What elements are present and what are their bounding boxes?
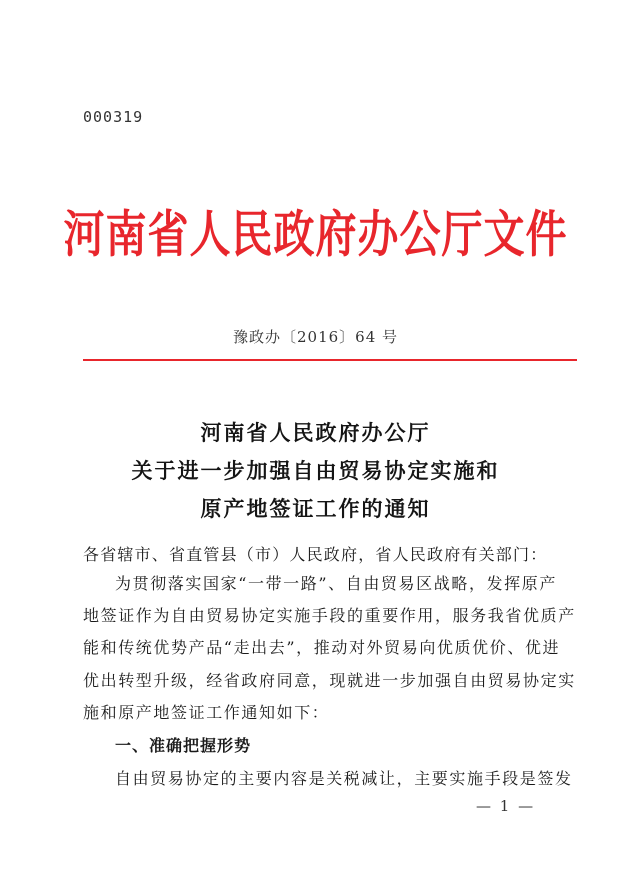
paragraph-1-line-5: 施和原产地签证工作通知如下： xyxy=(83,703,330,722)
paragraph-1-line-2: 地签证作为自由贸易协定实施手段的重要作用，服务我省优质产 xyxy=(83,606,576,625)
document-title xyxy=(0,414,631,528)
document-serial-number: 000319 xyxy=(83,108,144,126)
paragraph-1-line-3: 能和传统优势产品“走出去”，推动对外贸易向优质优价、优进 xyxy=(83,638,561,657)
paragraph-1-line-4: 优出转型升级，经省政府同意，现就进一步加强自由贸易协定实 xyxy=(83,671,576,690)
addressee: 各省辖市、省直管县（市）人民政府，省人民政府有关部门： xyxy=(83,545,548,564)
paragraph-2-line-1: 自由贸易协定的主要内容是关税减让，主要实施手段是签发 xyxy=(115,769,573,788)
paragraph-1-line-1: 为贯彻落实国家“一带一路”、自由贸易区战略，发挥原产 xyxy=(115,574,557,593)
title-line-2: 关于进一步加强自由贸易协定实施和 xyxy=(131,458,500,483)
title-line-3: 原产地签证工作的通知 xyxy=(200,496,431,521)
issuer-header: 河南省人民政府办公厅文件 xyxy=(63,205,568,264)
red-divider xyxy=(83,359,577,361)
page-number: — 1 — xyxy=(476,797,536,815)
title-line-1: 河南省人民政府办公厅 xyxy=(200,420,431,445)
section-heading-1: 一、准确把握形势 xyxy=(115,736,252,755)
issue-code: 豫政办〔2016〕64 号 xyxy=(232,328,399,346)
